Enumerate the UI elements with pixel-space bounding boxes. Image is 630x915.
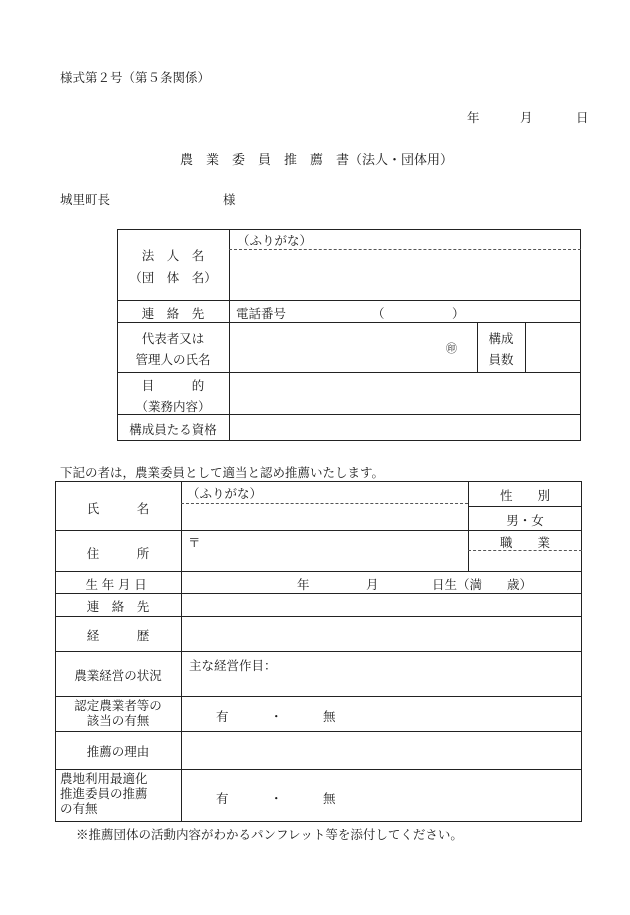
addressee-honorific: 様 bbox=[223, 192, 236, 207]
career-label: 経 歴 bbox=[86, 628, 150, 643]
occupation-label: 職 業 bbox=[499, 535, 550, 550]
addressee-mayor: 城里町長 bbox=[60, 192, 111, 207]
footnote: ※推薦団体の活動内容がわかるパンフレット等を添付してください。 bbox=[76, 827, 463, 842]
sex-options[interactable]: 男・女 bbox=[506, 513, 544, 528]
qualification-label: 構成員たる資格 bbox=[129, 422, 217, 437]
address-label: 住 所 bbox=[86, 546, 150, 561]
phone-paren-open: （ bbox=[372, 306, 385, 321]
promotion-separator: ・ bbox=[270, 791, 283, 806]
name-label: 氏 名 bbox=[86, 501, 150, 516]
postal-mark: 〒 bbox=[188, 535, 201, 550]
date-month-label: 月 bbox=[520, 110, 533, 125]
sex-label: 性 別 bbox=[499, 488, 550, 503]
org-name-field[interactable] bbox=[230, 250, 580, 299]
org-contact-label: 連 絡 先 bbox=[141, 306, 205, 321]
promotion-committee-label: 農地利用最適化 推進委員の推薦 の有無 bbox=[60, 771, 148, 816]
promotion-yes[interactable]: 有 bbox=[216, 791, 229, 806]
candidate-contact-label: 連 絡 先 bbox=[86, 599, 150, 614]
certified-farmer-label: 認定農業者等の 該当の有無 bbox=[74, 698, 162, 728]
representative-label: 代表者又は 管理人の氏名 bbox=[135, 331, 211, 367]
birth-year-label: 年 bbox=[297, 577, 310, 592]
recommendation-intro: 下記の者は，農業委員として適当と認め推薦いたします。 bbox=[60, 465, 385, 480]
date-day-label: 日 bbox=[576, 110, 589, 125]
birth-age-label: 歳） bbox=[507, 577, 533, 592]
document-title: 農 業 委 員 推 薦 書（法人・団体用） bbox=[180, 153, 454, 168]
name-field[interactable] bbox=[182, 504, 467, 529]
farming-status-label: 農業経営の状況 bbox=[74, 668, 162, 683]
certified-no[interactable]: 無 bbox=[323, 709, 336, 724]
seal-mark: ㊞ bbox=[446, 342, 457, 355]
birthdate-label: 生年月日 bbox=[85, 577, 151, 592]
purpose-label: 目 的 （業務内容） bbox=[135, 378, 211, 414]
reason-label: 推薦の理由 bbox=[86, 744, 150, 759]
phone-paren-close: ） bbox=[452, 306, 465, 321]
date-year-label: 年 bbox=[467, 110, 480, 125]
phone-number-label: 電話番号 bbox=[236, 306, 287, 321]
birth-day-label: 日生（満 bbox=[432, 577, 483, 592]
main-crops-label: 主な経営作目： bbox=[189, 658, 277, 673]
certified-yes[interactable]: 有 bbox=[216, 709, 229, 724]
certified-separator: ・ bbox=[270, 709, 283, 724]
name-furigana-label: （ふりがな） bbox=[187, 486, 263, 501]
birth-month-label: 月 bbox=[366, 577, 379, 592]
promotion-no[interactable]: 無 bbox=[323, 791, 336, 806]
org-name-label: 法 人 名 （団 体 名） bbox=[129, 248, 217, 285]
org-furigana-label: （ふりがな） bbox=[237, 233, 313, 248]
members-count-label: 構成 員数 bbox=[488, 331, 514, 367]
form-number: 様式第２号（第５条関係） bbox=[60, 70, 211, 85]
